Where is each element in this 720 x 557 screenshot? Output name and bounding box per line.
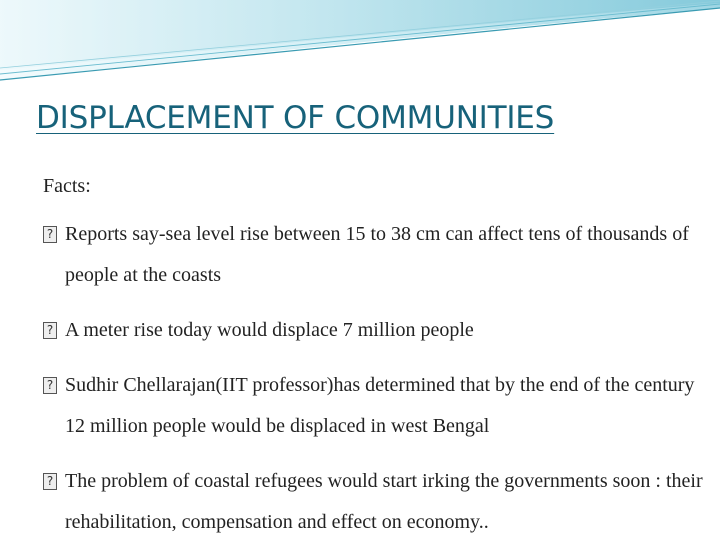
missing-glyph-box-icon: ? xyxy=(43,226,57,243)
bullet-text: A meter rise today would displace 7 million people xyxy=(65,319,474,341)
header-wave-decoration xyxy=(0,0,720,90)
bullet-text: The problem of coastal refugees would start irking the governments soon : their rehabilitation, compensation and effect on economy.. xyxy=(65,470,703,533)
missing-glyph-box-icon: ? xyxy=(43,322,57,339)
bullet-item xyxy=(43,214,703,296)
facts-label: Facts: xyxy=(43,175,91,197)
missing-glyph-box-icon: ? xyxy=(43,377,57,394)
bullet-item xyxy=(43,461,703,543)
missing-glyph-box-icon: ? xyxy=(43,473,57,490)
bullet-item xyxy=(43,365,703,447)
slide-title: DISPLACEMENT OF COMMUNITIES xyxy=(36,100,555,136)
bullet-item xyxy=(43,310,703,351)
slide-body xyxy=(43,172,703,557)
bullet-text: Reports say-sea level rise between 15 to 38 cm can affect tens of thousands of people at the coasts xyxy=(65,223,689,286)
bullet-text: Sudhir Chellarajan(IIT professor)has determined that by the end of the century 12 million people would be displaced in west Bengal xyxy=(65,374,695,437)
